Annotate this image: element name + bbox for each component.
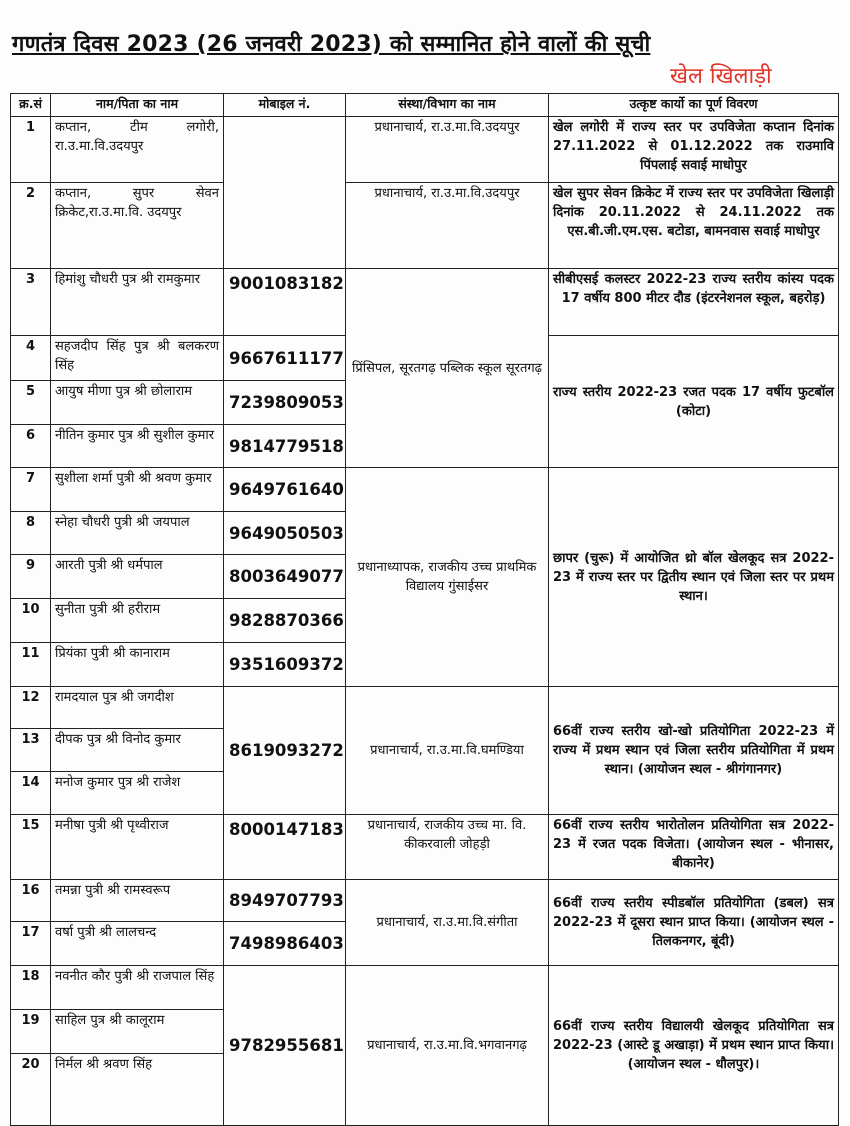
name-cell: तमन्ना पुत्री श्री रामस्वरूप xyxy=(51,880,224,922)
name-cell: दीपक पुत्र श्री विनोद कुमार xyxy=(51,729,224,772)
serial-cell: 18 xyxy=(11,966,51,1010)
institution-cell: प्रधानाचार्य, रा.उ.मा.वि.घमण्डिया xyxy=(346,687,549,815)
honorees-table xyxy=(10,93,839,1126)
details-cell: 66वीं राज्य स्तरीय भारोतोलन प्रतियोगिता सत्र 2022-23 में रजत पदक विजेता। (आयोजन स्थल - भीनासर, बीकानेर) xyxy=(549,815,839,880)
mobile-cell: 8949707793 xyxy=(224,880,346,922)
col-header-details: उत्कृष्ट कार्यो का पूर्ण विवरण xyxy=(549,94,839,117)
institution-cell: प्रिंसिपल, सूरतगढ़ पब्लिक स्कूल सूरतगढ़ xyxy=(346,269,549,468)
serial-cell: 11 xyxy=(11,643,51,687)
table-row xyxy=(11,468,839,512)
table-row xyxy=(11,880,839,922)
mobile-cell: 9649761640 xyxy=(224,468,346,512)
table-row xyxy=(11,183,839,269)
name-cell: हिमांशु चौधरी पुत्र श्री रामकुमार xyxy=(51,269,224,336)
institution-cell: प्रधानाध्यापक, राजकीय उच्च प्राथमिक विद्यालय गुंसाईसर xyxy=(346,468,549,687)
name-cell: निर्मल श्री श्रवण सिंह xyxy=(51,1054,224,1126)
col-header-serial: क्र.सं xyxy=(11,94,51,117)
mobile-cell: 9649050503 xyxy=(224,512,346,555)
page-title: गणतंत्र दिवस 2023 (26 जनवरी 2023) को सम्मानित होने वालों की सूची xyxy=(12,32,651,57)
serial-cell: 16 xyxy=(11,880,51,922)
name-cell: कप्तान, सुपर सेवन क्रिकेट,रा.उ.मा.वि. उदयपुर xyxy=(51,183,224,269)
mobile-cell: 9351609372 xyxy=(224,643,346,687)
mobile-cell xyxy=(224,117,346,269)
serial-cell: 12 xyxy=(11,687,51,729)
serial-cell: 19 xyxy=(11,1010,51,1054)
name-cell: आयुष मीणा पुत्र श्री छोलाराम xyxy=(51,381,224,425)
serial-cell: 9 xyxy=(11,555,51,599)
serial-cell: 6 xyxy=(11,425,51,468)
name-cell: रामदयाल पुत्र श्री जगदीश xyxy=(51,687,224,729)
table-row xyxy=(11,269,839,336)
details-cell: 66वीं राज्य स्तरीय स्पीडबॉल प्रतियोगिता (डबल) सत्र 2022-23 में दूसरा स्थान प्राप्त किया। (आयोजन स्थल - तिलकनगर, बूंदी) xyxy=(549,880,839,966)
mobile-cell: 8000147183 xyxy=(224,815,346,880)
mobile-cell: 9001083182 xyxy=(224,269,346,336)
serial-cell: 17 xyxy=(11,922,51,966)
col-header-name: नाम/पिता का नाम xyxy=(51,94,224,117)
institution-cell: प्रधानाचार्य, रा.उ.मा.वि.संगीता xyxy=(346,880,549,966)
mobile-cell: 9814779518 xyxy=(224,425,346,468)
col-header-mobile: मोबाइल नं. xyxy=(224,94,346,117)
name-cell: प्रियंका पुत्री श्री कानाराम xyxy=(51,643,224,687)
name-cell: स्नेहा चौधरी पुत्री श्री जयपाल xyxy=(51,512,224,555)
mobile-cell: 8619093272 xyxy=(224,687,346,815)
details-cell: खेल लगोरी में राज्य स्तर पर उपविजेता कप्तान दिनांक 27.11.2022 से 01.12.2022 तक राउमावि पिंपलाई सवाई माधोपुर xyxy=(549,117,839,183)
name-cell: वर्षा पुत्री श्री लालचन्द xyxy=(51,922,224,966)
table-header-row xyxy=(11,94,839,117)
serial-cell: 15 xyxy=(11,815,51,880)
mobile-cell: 7239809053 xyxy=(224,381,346,425)
category-subtitle: खेल खिलाड़ी xyxy=(670,64,772,89)
name-cell: सुनीता पुत्री श्री हरीराम xyxy=(51,599,224,643)
serial-cell: 20 xyxy=(11,1054,51,1126)
institution-cell: प्रधानाचार्य, रा.उ.मा.वि.उदयपुर xyxy=(346,183,549,269)
table-row xyxy=(11,687,839,729)
details-cell: 66वीं राज्य स्तरीय विद्यालयी खेलकूद प्रतियोगिता सत्र 2022-23 (आस्टे डू अखाड़ा) में प्रथम स्थान प्राप्त किया। (आयोजन स्थल - धौलपुर)। xyxy=(549,966,839,1126)
honorees-table-container xyxy=(10,93,838,1126)
mobile-cell: 9667611177 xyxy=(224,336,346,381)
mobile-cell: 9782955681 xyxy=(224,966,346,1126)
serial-cell: 1 xyxy=(11,117,51,183)
serial-cell: 5 xyxy=(11,381,51,425)
name-cell: नवनीत कौर पुत्री श्री राजपाल सिंह xyxy=(51,966,224,1010)
name-cell: आरती पुत्री श्री धर्मपाल xyxy=(51,555,224,599)
institution-cell: प्रधानाचार्य, रा.उ.मा.वि.उदयपुर xyxy=(346,117,549,183)
serial-cell: 3 xyxy=(11,269,51,336)
mobile-cell: 7498986403 xyxy=(224,922,346,966)
serial-cell: 7 xyxy=(11,468,51,512)
serial-cell: 13 xyxy=(11,729,51,772)
name-cell: सुशीला शर्मा पुत्री श्री श्रवण कुमार xyxy=(51,468,224,512)
name-cell: मनीषा पुत्री श्री पृथ्वीराज xyxy=(51,815,224,880)
serial-cell: 8 xyxy=(11,512,51,555)
details-cell: राज्य स्तरीय 2022-23 रजत पदक 17 वर्षीय फुटबॉल (कोटा) xyxy=(549,336,839,468)
serial-cell: 4 xyxy=(11,336,51,381)
details-cell: 66वीं राज्य स्तरीय खो-खो प्रतियोगिता 2022-23 में राज्य में प्रथम स्थान एवं जिला स्तरीय प्रतियोगिता में प्रथम स्थान। (आयोजन स्थल - श्रीगंगानगर) xyxy=(549,687,839,815)
institution-cell: प्रधानाचार्य, राजकीय उच्च मा. वि. कीकरवाली जोहड़ी xyxy=(346,815,549,880)
name-cell: नीतिन कुमार पुत्र श्री सुशील कुमार xyxy=(51,425,224,468)
details-cell: छापर (चुरू) में आयोजित थ्रो बॉल खेलकूद सत्र 2022-23 में राज्य स्तर पर द्वितीय स्थान एवं जिला स्तर पर प्रथम स्थान। xyxy=(549,468,839,687)
name-cell: सहजदीप सिंह पुत्र श्री बलकरण सिंह xyxy=(51,336,224,381)
institution-cell: प्रधानाचार्य, रा.उ.मा.वि.भगवानगढ़ xyxy=(346,966,549,1126)
table-row xyxy=(11,117,839,183)
serial-cell: 2 xyxy=(11,183,51,269)
serial-cell: 14 xyxy=(11,772,51,815)
table-row xyxy=(11,815,839,880)
details-cell: खेल सुपर सेवन क्रिकेट में राज्य स्तर पर उपविजेता खिलाड़ी दिनांक 20.11.2022 से 24.11.2022 तक एस.बी.जी.एम.एस. बटोडा, बामनवास सवाई माधोपुर xyxy=(549,183,839,269)
mobile-cell: 9828870366 xyxy=(224,599,346,643)
table-row xyxy=(11,966,839,1010)
col-header-institution: संस्था/विभाग का नाम xyxy=(346,94,549,117)
name-cell: मनोज कुमार पुत्र श्री राजेश xyxy=(51,772,224,815)
serial-cell: 10 xyxy=(11,599,51,643)
mobile-cell: 8003649077 xyxy=(224,555,346,599)
details-cell: सीबीएसई कलस्टर 2022-23 राज्य स्तरीय कांस्य पदक 17 वर्षीय 800 मीटर दौड (इंटरनेशनल स्कूल, बहरोड़) xyxy=(549,269,839,336)
name-cell: साहिल पुत्र श्री कालूराम xyxy=(51,1010,224,1054)
name-cell: कप्तान, टीम लगोरी, रा.उ.मा.वि.उदयपुर xyxy=(51,117,224,183)
